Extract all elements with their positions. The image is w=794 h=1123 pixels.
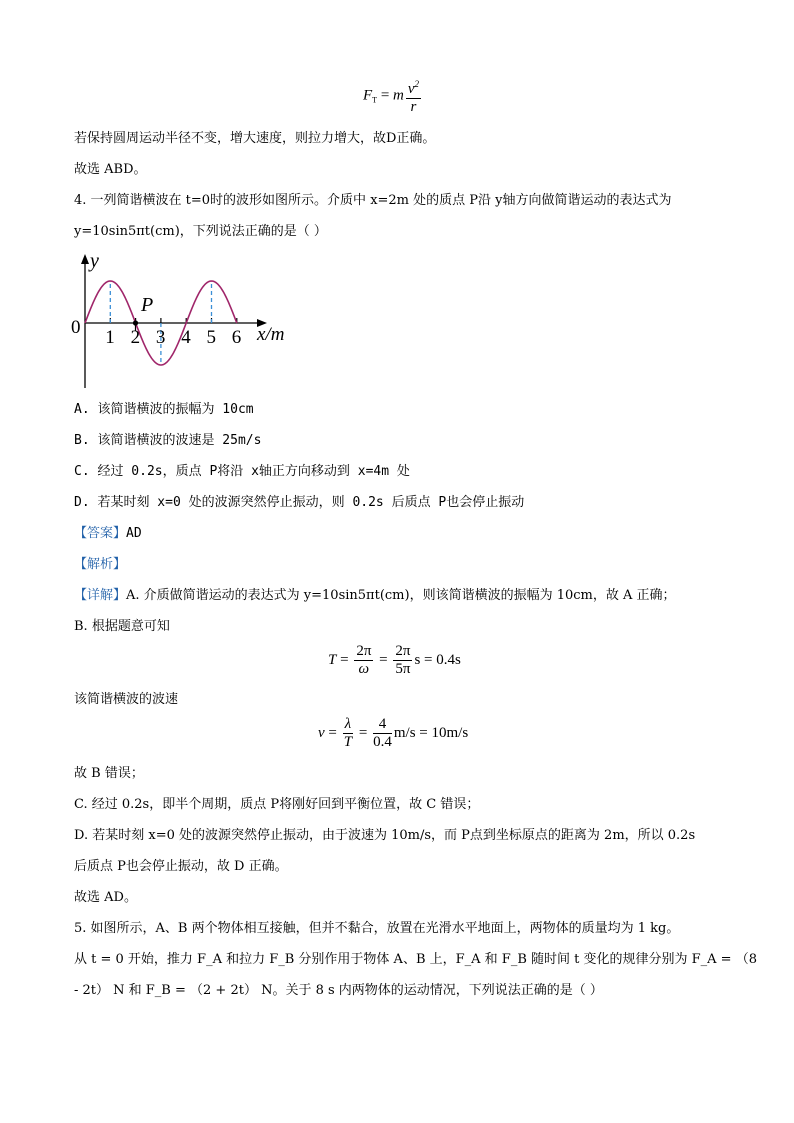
q5-line3: - 2t） N 和 F_B = （2 + 2t） N。关于 8 s 内两物体的运动情况，下列说法正确的是（ ）: [74, 983, 603, 998]
speed-equation: v = $\frac{\lambda}{T}$ = $\frac{4}{0.4}$ m/s = 10m/s: [318, 716, 469, 750]
detail-d-line2: 后质点 P也会停止振动，故 D 正确。: [74, 859, 288, 874]
detail-a: [74, 586, 676, 606]
b-wrong: 故 B 错误；: [74, 766, 144, 781]
y-axis-label: y: [90, 250, 99, 272]
q3-choice: 故选 ABD。: [74, 162, 147, 177]
x-axis-label: x/m: [257, 324, 285, 345]
point-p-label: P: [141, 294, 154, 316]
answer-tag: 【答案】: [74, 526, 127, 541]
formula-lhs-sub: T: [372, 95, 378, 105]
formula-mass: m: [393, 87, 404, 104]
q4-stem-line1: 4. 一列简谐横波在 t=0时的波形如图所示。介质中 x=2m 处的质点 P沿 y轴方向做简谐运动的表达式为: [74, 193, 672, 208]
period-den1: ω: [358, 661, 370, 677]
formula-v: v: [407, 81, 415, 97]
q4-answer: [74, 524, 142, 544]
formula-fraction: [406, 76, 421, 116]
q4-stem-line2: y=10sin5πt(cm)，下列说法正确的是（ ）: [74, 224, 327, 239]
detail-d-line1: D. 若某时刻 x=0 处的波源突然停止振动，由于波速为 10m/s，而 P点到坐标原点的距离为 2m，所以 0.2s: [74, 828, 696, 843]
speed-fraction-2: [373, 716, 392, 751]
speed-num1: λ: [344, 716, 352, 732]
detail-a-text: A. 介质做简谐运动的表达式为 y=10sin5πt(cm)，则该简谐横波的振幅为 10cm，故 A 正确；: [126, 588, 676, 603]
speed-den2: 0.4: [373, 734, 392, 750]
speed-fraction-1: [343, 716, 354, 751]
speed-result: m/s = 10m/s: [393, 724, 469, 741]
x-ticks: [110, 318, 237, 323]
q4-choose: 故选 AD。: [74, 890, 137, 905]
q4-option-c: C. 经过 0.2s，质点 P将沿 x轴正方向移动到 x=4m 处: [74, 464, 410, 479]
x-tick-label: 6: [231, 327, 242, 348]
speed-den1: T: [343, 734, 353, 750]
q3-conclusion: 若保持圆周运动半径不变，增大速度，则拉力增大，故D正确。: [74, 131, 436, 146]
analysis-tag: 【解析】: [74, 557, 127, 572]
q5-line1: 5. 如图所示，A、B 两个物体相互接触，但并不黏合，放置在光滑水平地面上，两物体的质量均为 1 kg。: [74, 921, 680, 936]
x-tick-label: 1: [105, 327, 115, 348]
period-fraction-1: [354, 643, 373, 678]
detail-b-intro: B. 根据题意可知: [74, 619, 170, 634]
period-num2: 2π: [395, 643, 411, 659]
period-num1: 2π: [356, 643, 372, 659]
origin-label: 0: [71, 317, 81, 338]
period-result: s = 0.4s: [414, 651, 461, 668]
period-fraction-2: [393, 643, 412, 678]
answer-value: AD: [126, 526, 142, 541]
q4-option-b: B. 该简谐横波的波速是 25m/s: [74, 433, 262, 448]
period-den2: 5π: [395, 661, 411, 677]
detail-c: C. 经过 0.2s，即半个周期，质点 P将刚好回到平衡位置，故 C 错误；: [74, 797, 480, 812]
x-tick-labels: [105, 327, 241, 348]
formula-numerator: [406, 76, 421, 99]
tension-formula: [363, 76, 423, 116]
x-tick-label: 2: [130, 327, 141, 348]
q5-line2: 从 t = 0 开始，推力 F_A 和拉力 F_B 分别作用于物体 A、B 上，F_A 和 F_B 随时间 t 变化的规律分别为 F_A = （8: [74, 952, 757, 967]
x-tick-label: 4: [181, 327, 191, 348]
q4-option-d: D. 若某时刻 x=0 处的波源突然停止振动，则 0.2s 后质点 P也会停止振动: [74, 495, 525, 510]
x-tick-label: 5: [206, 327, 216, 348]
speed-num2: 4: [373, 716, 392, 734]
q4-option-a: A. 该简谐横波的振幅为 10cm: [74, 402, 254, 417]
speed-lhs: v: [318, 724, 325, 741]
period-lhs: T: [328, 651, 337, 668]
period-equation: T = $\frac{2\pi}{\omega}$ = $\frac{2\pi}{5\pi}$ s = 0.4s: [328, 643, 461, 677]
wave-speed-intro: 该简谐横波的波速: [74, 692, 179, 707]
formula-equals: =: [380, 87, 390, 104]
formula-sup: 2: [414, 79, 420, 89]
x-tick-label: 3: [155, 327, 166, 348]
y-axis-arrow: [81, 254, 89, 264]
formula-lhs: F: [363, 87, 373, 104]
formula-denominator: r: [410, 99, 417, 115]
wave-figure: [66, 250, 296, 400]
detail-tag: 【详解】: [74, 588, 127, 603]
